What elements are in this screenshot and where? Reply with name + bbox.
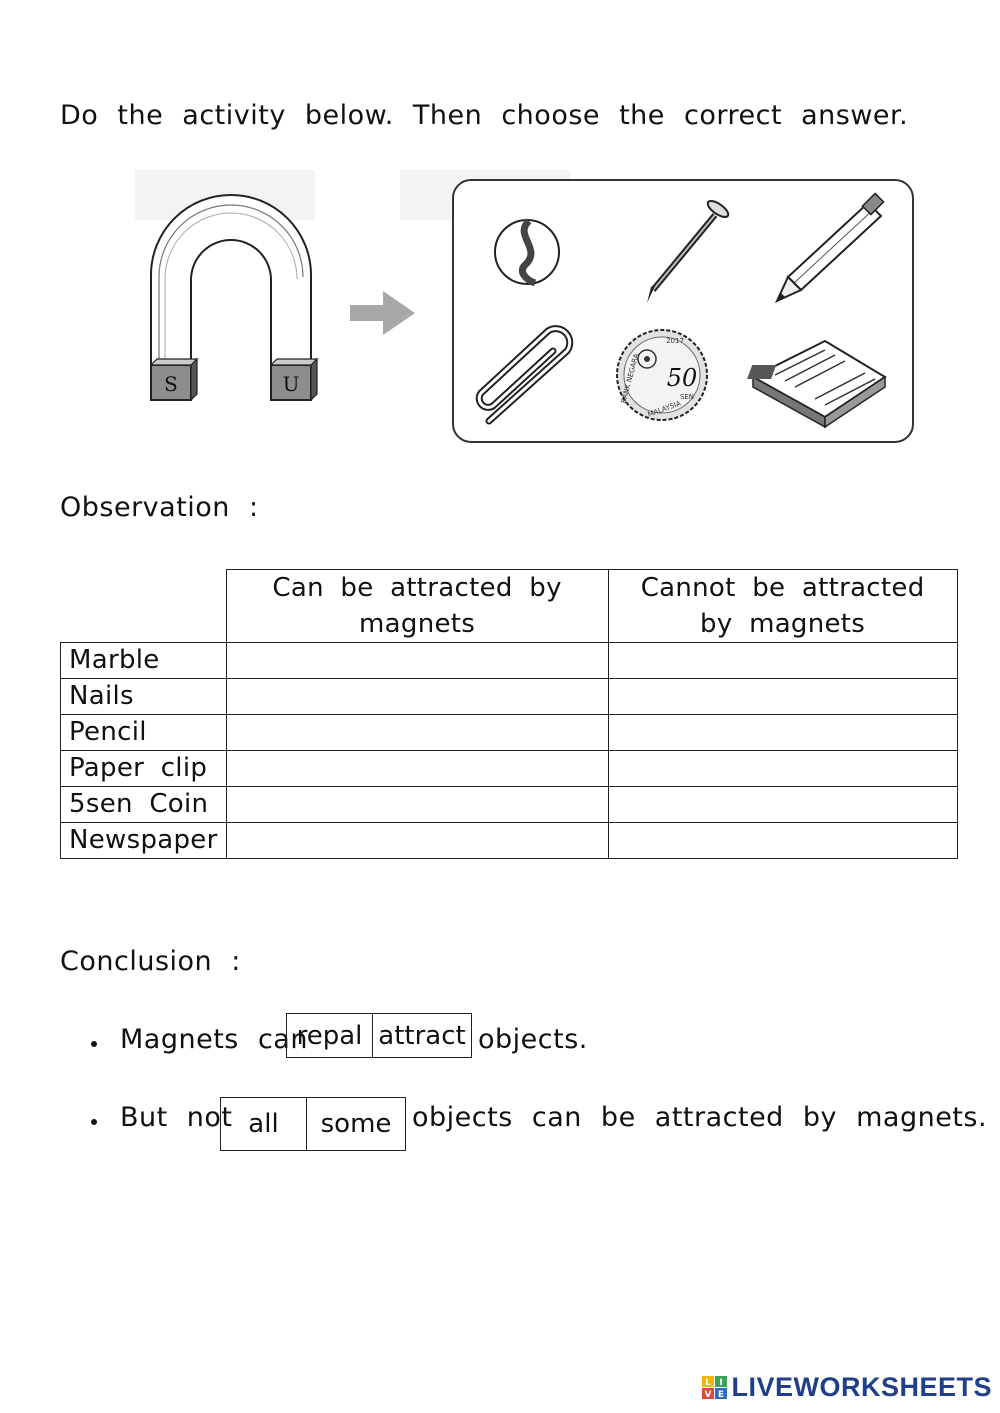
choice-attract[interactable]: attract [372,1014,471,1057]
bullet-icon [91,1041,97,1047]
choice-all[interactable]: all [248,1109,279,1139]
conclusion-line2-before: But not [120,1102,233,1133]
row-label: Newspaper [61,823,227,859]
liveworksheets-logo-icon [702,1376,728,1400]
arrow-right-icon [350,291,415,335]
marble-icon [495,220,559,284]
choice-group-line2 [220,1097,406,1151]
svg-text:V: V [704,1389,712,1400]
row-label: Pencil [61,715,227,751]
column-header-not-attracted: Cannot be attracted by magnets [608,570,957,643]
answer-cell-not-attracted[interactable] [608,751,957,787]
answer-cell-attracted[interactable] [226,643,608,679]
answer-cell-attracted[interactable] [226,823,608,859]
row-label: 5sen Coin [61,787,227,823]
answer-cell-attracted[interactable] [226,787,608,823]
observation-table [60,569,958,859]
conclusion-label: Conclusion : [60,946,241,977]
answer-cell-attracted[interactable] [226,751,608,787]
svg-text:50: 50 [666,364,698,392]
table-row [61,751,958,787]
answer-cell-not-attracted[interactable] [608,715,957,751]
observation-label: Observation : [60,492,259,523]
instruction-text: Do the activity below. Then choose the correct answer. [60,100,909,131]
svg-text:I: I [719,1377,724,1388]
svg-text:2017: 2017 [666,337,684,345]
column-header-attracted: Can be attracted by magnets [226,570,608,643]
conclusion-line2-after: objects can be attracted by magnets. [412,1102,988,1133]
coin-icon [617,330,707,420]
table-corner-cell [61,570,227,643]
table-row [61,643,958,679]
answer-cell-not-attracted[interactable] [608,823,957,859]
svg-text:SEN: SEN [679,393,695,401]
table-row [61,715,958,751]
answer-cell-not-attracted[interactable] [608,679,957,715]
svg-text:BANK NEGARA: BANK NEGARA [619,352,641,405]
svg-text:L: L [705,1377,712,1388]
choice-some[interactable]: some [306,1098,405,1150]
answer-cell-attracted[interactable] [226,715,608,751]
magnet-pole-u: U [282,372,300,396]
choice-group-line1 [286,1013,472,1058]
table-header-row [61,570,958,643]
answer-cell-not-attracted[interactable] [608,787,957,823]
magnet-pole-s: S [164,372,178,396]
answer-cell-attracted[interactable] [226,679,608,715]
svg-text:MALAYSIA: MALAYSIA [646,399,682,419]
table-row [61,787,958,823]
brand-name: LIVEWORKSHEETS [731,1372,992,1402]
svg-text:E: E [718,1389,725,1400]
magnet-activity-illustration [125,165,930,455]
table-row [61,679,958,715]
horseshoe-magnet-icon [151,195,317,400]
row-label: Nails [61,679,227,715]
answer-cell-not-attracted[interactable] [608,643,957,679]
choice-repal[interactable]: repal [296,1020,363,1051]
liveworksheets-brand [702,1372,992,1403]
conclusion-line1-after: objects. [478,1024,588,1055]
table-row [61,823,958,859]
conclusion-line1-before: Magnets can [120,1024,308,1055]
row-label: Marble [61,643,227,679]
row-label: Paper clip [61,751,227,787]
bullet-icon [91,1119,97,1125]
